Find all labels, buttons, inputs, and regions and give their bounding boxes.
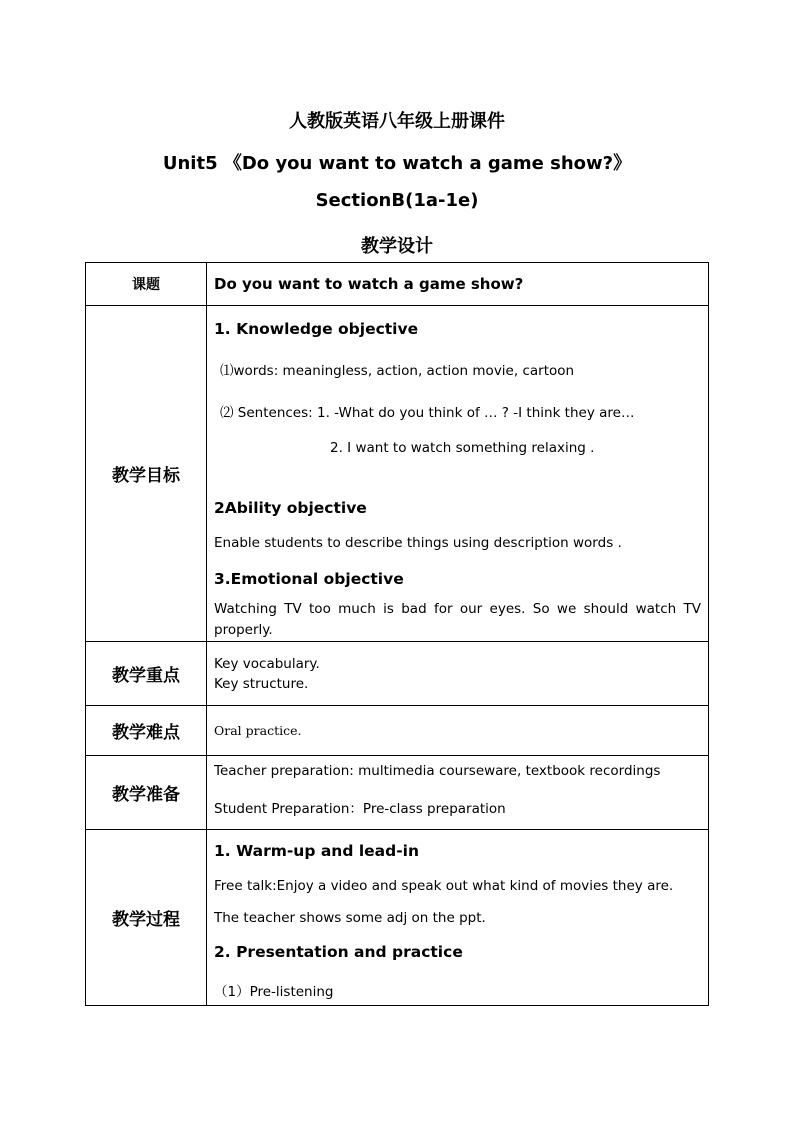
process-cell bbox=[207, 830, 709, 1006]
process-row bbox=[86, 830, 709, 1006]
knowledge-objective-title: 1. Knowledge objective bbox=[214, 320, 419, 338]
free-talk-text: Free talk:Enjoy a video and speak out what kind of movies they are. bbox=[214, 878, 674, 894]
topic-label: 课题 bbox=[86, 263, 207, 306]
section-title: SectionB(1a-1e) bbox=[315, 190, 479, 211]
oral-practice: Oral practice. bbox=[214, 722, 302, 738]
ability-objective-text: Enable students to describe things using description words . bbox=[214, 535, 622, 551]
knowledge-sentences-1: ⑵ Sentences: 1. -What do you think of … ? -I think they are… bbox=[220, 405, 635, 421]
preparation-row bbox=[86, 756, 709, 830]
unit-title: Unit5 《Do you want to watch a game show?》 bbox=[162, 153, 632, 174]
emotional-objective-line2: properly. bbox=[214, 622, 273, 638]
process-label: 教学过程 bbox=[86, 830, 207, 1006]
student-preparation: Student Preparation：Pre-class preparation bbox=[214, 801, 506, 817]
document-title: 人教版英语八年级上册课件 bbox=[289, 111, 505, 132]
difficulties-cell bbox=[207, 706, 709, 756]
ability-objective-title: 2Ability objective bbox=[214, 499, 367, 517]
knowledge-words: ⑴words: meaningless, action, action movie, cartoon bbox=[220, 363, 575, 379]
emotional-objective-line1: Watching TV too much is bad for our eyes. So we should watch TV bbox=[214, 601, 701, 617]
lesson-plan-table bbox=[85, 262, 709, 1006]
presentation-title: 2. Presentation and practice bbox=[214, 943, 463, 961]
preparation-label: 教学准备 bbox=[86, 756, 207, 830]
objectives-row bbox=[86, 306, 709, 642]
knowledge-sentences-2: 2. I want to watch something relaxing . bbox=[330, 440, 595, 456]
topic-cell bbox=[207, 263, 709, 306]
emotional-objective-title: 3.Emotional objective bbox=[214, 570, 404, 588]
key-vocabulary: Key vocabulary. bbox=[214, 656, 320, 672]
teacher-shows-text: The teacher shows some adj on the ppt. bbox=[214, 910, 486, 926]
design-title: 教学设计 bbox=[361, 236, 433, 257]
objectives-label: 教学目标 bbox=[86, 306, 207, 642]
topic-value: Do you want to watch a game show? bbox=[214, 275, 524, 293]
preparation-cell bbox=[207, 756, 709, 830]
topic-row bbox=[86, 263, 709, 306]
key-points-cell bbox=[207, 642, 709, 706]
objectives-cell bbox=[207, 306, 709, 642]
key-points-row bbox=[86, 642, 709, 706]
warm-up-title: 1. Warm-up and lead-in bbox=[214, 842, 419, 860]
teacher-preparation: Teacher preparation: multimedia courseware, textbook recordings bbox=[214, 763, 661, 779]
key-structure: Key structure. bbox=[214, 676, 309, 692]
pre-listening-text: （1）Pre-listening bbox=[214, 984, 334, 1000]
key-points-label: 教学重点 bbox=[86, 642, 207, 706]
difficulties-label: 教学难点 bbox=[86, 706, 207, 756]
difficulties-row bbox=[86, 706, 709, 756]
